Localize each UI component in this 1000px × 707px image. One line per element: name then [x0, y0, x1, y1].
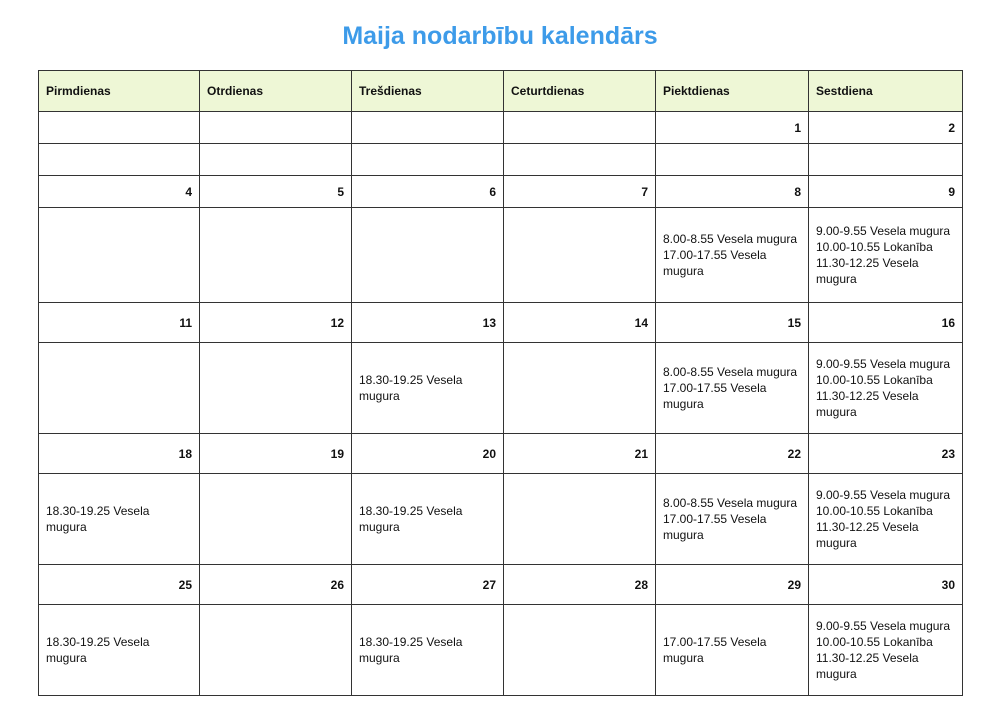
date-number-row: [39, 303, 963, 343]
event-entry: 18.30-19.25 Vesela mugura: [46, 635, 150, 665]
event-entry: 10.00-10.55 Lokanība: [816, 635, 933, 649]
event-entry: 17.00-17.55 Vesela mugura: [663, 635, 767, 665]
date-number: [39, 112, 200, 144]
date-number: [352, 112, 504, 144]
day-events-cell: [656, 343, 809, 434]
date-number-row: [39, 434, 963, 474]
weekday-header: Trešdienas: [352, 71, 504, 112]
date-number: 30: [809, 565, 963, 605]
day-events-cell: [352, 144, 504, 176]
events-row: [39, 144, 963, 176]
event-entry: 11.30-12.25 Vesela mugura: [816, 520, 919, 550]
day-events-cell: [39, 343, 200, 434]
date-number: 29: [656, 565, 809, 605]
weekday-header: Pirmdienas: [39, 71, 200, 112]
day-events-cell: [200, 605, 352, 696]
event-entry: 11.30-12.25 Vesela mugura: [816, 389, 919, 419]
weekday-header-row: [39, 71, 963, 112]
day-events-cell: [504, 605, 656, 696]
date-number-row: [39, 112, 963, 144]
events-row: [39, 474, 963, 565]
date-number: 9: [809, 176, 963, 208]
date-number: 28: [504, 565, 656, 605]
date-number: 13: [352, 303, 504, 343]
event-entry: 17.00-17.55 Vesela mugura: [663, 512, 767, 542]
day-events-cell: [200, 144, 352, 176]
date-number: 14: [504, 303, 656, 343]
date-number: 2: [809, 112, 963, 144]
date-number: 4: [39, 176, 200, 208]
event-entry: 8.00-8.55 Vesela mugura: [663, 365, 798, 379]
date-number: 16: [809, 303, 963, 343]
event-entry: 17.00-17.55 Vesela mugura: [663, 248, 767, 278]
day-events-cell: [504, 474, 656, 565]
event-entry: 17.00-17.55 Vesela mugura: [663, 381, 767, 411]
date-number: 1: [656, 112, 809, 144]
weekday-header: Otrdienas: [200, 71, 352, 112]
event-entry: 10.00-10.55 Lokanība: [816, 504, 933, 518]
event-entry: 18.30-19.25 Vesela mugura: [359, 504, 463, 534]
date-number: 19: [200, 434, 352, 474]
date-number-row: [39, 176, 963, 208]
event-entry: 9.00-9.55 Vesela mugura: [816, 619, 951, 633]
day-events-cell: [656, 474, 809, 565]
date-number: 26: [200, 565, 352, 605]
event-entry: 8.00-8.55 Vesela mugura: [663, 496, 798, 510]
date-number: 12: [200, 303, 352, 343]
day-events-cell: [504, 208, 656, 303]
date-number-row: [39, 565, 963, 605]
event-entry: 10.00-10.55 Lokanība: [816, 240, 933, 254]
date-number: 7: [504, 176, 656, 208]
event-entry: 9.00-9.55 Vesela mugura: [816, 357, 951, 371]
day-events-cell: [809, 605, 963, 696]
day-events-cell: [809, 144, 963, 176]
date-number: [200, 112, 352, 144]
day-events-cell: [39, 605, 200, 696]
day-events-cell: [656, 144, 809, 176]
date-number: 22: [656, 434, 809, 474]
date-number: 6: [352, 176, 504, 208]
date-number: 11: [39, 303, 200, 343]
day-events-cell: [504, 144, 656, 176]
event-entry: 8.00-8.55 Vesela mugura: [663, 232, 798, 246]
day-events-cell: [200, 343, 352, 434]
date-number: 20: [352, 434, 504, 474]
event-entry: 18.30-19.25 Vesela mugura: [359, 373, 463, 403]
day-events-cell: [352, 208, 504, 303]
event-entry: 10.00-10.55 Lokanība: [816, 373, 933, 387]
event-entry: 11.30-12.25 Vesela mugura: [816, 651, 919, 681]
date-number: 8: [656, 176, 809, 208]
day-events-cell: [656, 605, 809, 696]
weekday-header: Ceturtdienas: [504, 71, 656, 112]
date-number: 18: [39, 434, 200, 474]
weekday-header: Sestdiena: [809, 71, 963, 112]
day-events-cell: [39, 474, 200, 565]
weekday-header: Piektdienas: [656, 71, 809, 112]
event-entry: 18.30-19.25 Vesela mugura: [359, 635, 463, 665]
event-entry: 9.00-9.55 Vesela mugura: [816, 224, 951, 238]
date-number: 25: [39, 565, 200, 605]
day-events-cell: [200, 474, 352, 565]
date-number: [504, 112, 656, 144]
event-entry: 9.00-9.55 Vesela mugura: [816, 488, 951, 502]
date-number: 15: [656, 303, 809, 343]
day-events-cell: [809, 208, 963, 303]
day-events-cell: [39, 208, 200, 303]
event-entry: 11.30-12.25 Vesela mugura: [816, 256, 919, 286]
day-events-cell: [352, 605, 504, 696]
day-events-cell: [352, 474, 504, 565]
day-events-cell: [200, 208, 352, 303]
events-row: [39, 605, 963, 696]
date-number: 21: [504, 434, 656, 474]
event-entry: 18.30-19.25 Vesela mugura: [46, 504, 150, 534]
day-events-cell: [352, 343, 504, 434]
date-number: 27: [352, 565, 504, 605]
events-row: [39, 208, 963, 303]
events-row: [39, 343, 963, 434]
day-events-cell: [809, 474, 963, 565]
date-number: 5: [200, 176, 352, 208]
day-events-cell: [656, 208, 809, 303]
page-title: Maija nodarbību kalendārs: [342, 22, 658, 50]
day-events-cell: [39, 144, 200, 176]
date-number: 23: [809, 434, 963, 474]
day-events-cell: [504, 343, 656, 434]
calendar-table: [38, 70, 963, 696]
day-events-cell: [809, 343, 963, 434]
